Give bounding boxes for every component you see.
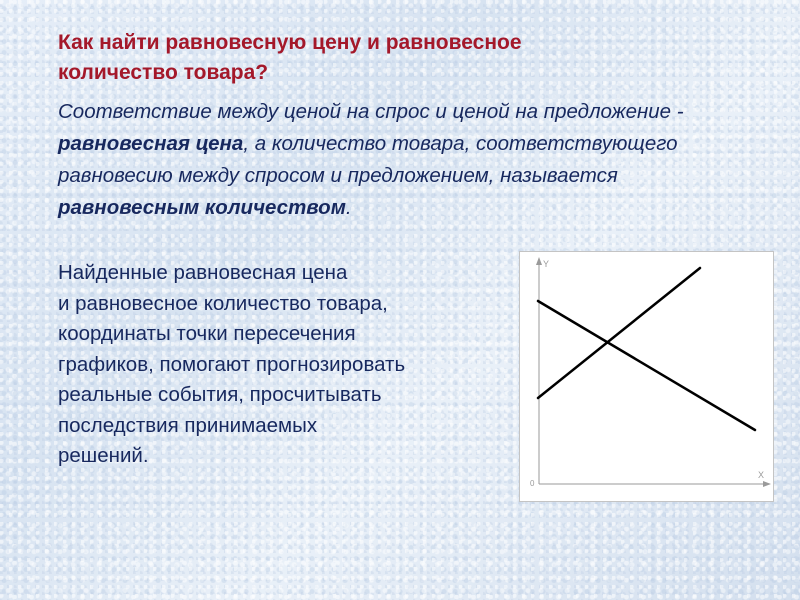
x-axis-label: X — [758, 470, 765, 480]
slide-title — [58, 28, 758, 88]
definition-term-quantity: равновесным количеством — [58, 196, 346, 219]
explanation-line: координаты точки пересечения — [58, 322, 356, 345]
supply-demand-graph — [519, 251, 774, 502]
origin-label: 0 — [530, 479, 535, 488]
y-axis-arrow — [536, 257, 542, 265]
explanation-line: последствия принимаемых — [58, 413, 318, 437]
explanation-line: и равновесное количество товара, — [58, 291, 388, 315]
explanation-paragraph — [58, 258, 518, 472]
definition-paragraph — [58, 96, 758, 224]
explanation-line: реальные события, просчитывать — [58, 383, 382, 406]
title-line-1: Как найти равновесную цену и равновесное — [58, 31, 522, 54]
explanation-line: решений. — [58, 444, 149, 467]
supply-line — [538, 268, 700, 398]
definition-text-1: Соответствие между ценой на спрос и ценой на предложение - — [58, 100, 684, 123]
definition-text-2: , а количество товара, соответствующего равновесию между спросом и предложением, называется — [58, 132, 678, 187]
definition-term-price: равновесная цена — [58, 132, 244, 155]
graph-svg — [520, 252, 773, 501]
title-line-2: количество товара? — [58, 61, 269, 84]
y-axis-label: Y — [543, 259, 550, 269]
definition-text-3: . — [345, 196, 352, 219]
x-axis-arrow — [763, 481, 771, 487]
explanation-line: Найденные равновесная цена — [58, 261, 348, 284]
demand-line — [538, 301, 755, 430]
explanation-line: графиков, помогают прогнозировать — [58, 352, 406, 376]
